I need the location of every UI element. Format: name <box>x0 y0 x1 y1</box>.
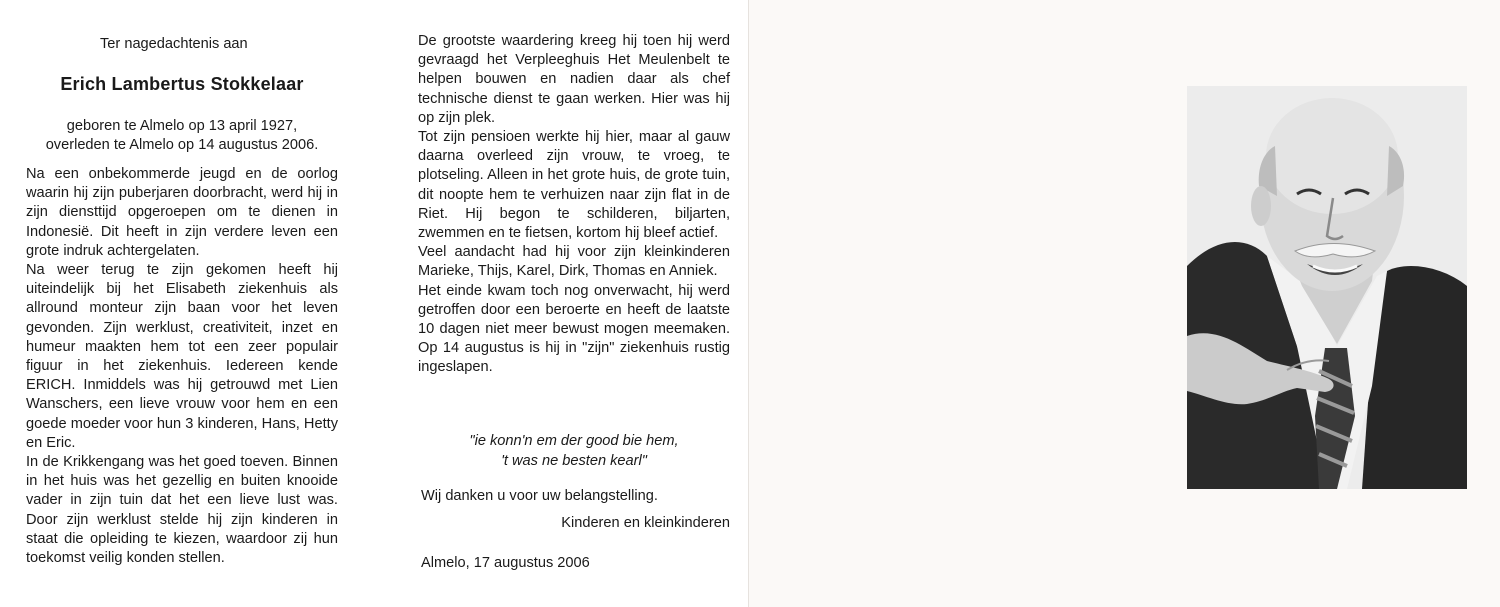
paragraph: Na een onbekommerde jeugd en de oorlog waarin hij zijn puberjaren doorbracht, werd hij in zijn diensttijd opgeroepen om te dienen in Indonesië. Dit heeft in zijn verdere leven een grote indruk achtergelaten. <box>26 166 338 259</box>
paragraph: Het einde kwam toch nog onverwacht, hij werd getroffen door een beroerte en heeft de laatste 10 dagen niet meer bewust mogen meemaken. Op 14 augustus is hij in "zijn" ziekenhuis rustig ingeslapen. <box>418 282 730 376</box>
dialect-quote <box>418 431 730 471</box>
place-date: Almelo, 17 augustus 2006 <box>421 555 590 571</box>
portrait-photo <box>1187 86 1467 489</box>
paragraph: De grootste waardering kreeg hij toen hij werd gevraagd het Verpleeghuis Het Meulenbelt te helpen bouwen en nadien daar als chef technische dienst te gaan werken. Hier was hij op zijn plek. <box>418 33 730 126</box>
thanks-text: Wij danken u voor uw belangstelling. <box>421 488 658 504</box>
quote-line: 't was ne besten kearl" <box>501 453 647 469</box>
paragraph: In de Krikkengang was het goed toeven. Binnen in het huis was het gezellig en buiten knooide vader in zijn tuin dat het een lieve lust was. Door zijn werklust stelde hij zijn kinderen in staat die opleiding te kiezen, waardoor zij hun toekomst veilig konden stellen. <box>26 454 338 567</box>
card-inside-page <box>0 0 748 607</box>
intro-text: Ter nagedachtenis aan <box>100 36 248 52</box>
biography-left-column <box>26 165 338 568</box>
death-line: overleden te Almelo op 14 augustus 2006. <box>45 137 319 153</box>
paragraph: Na weer terug te zijn gekomen heeft hij uiteindelijk bij het Elisabeth ziekenhuis als allround monteur zijn baan voor het leven gevonden. Zijn werklust, creativiteit, inzet en humeur maakten hem tot een zeer populair figuur in het ziekenhuis. Iedereen kende ERICH. Inmiddels was hij getrouwd met Lien Wanschers, een lieve vrouw voor hem en een goede moeder voor hun 3 kinderen, Hans, Hetty en Eric. <box>26 262 338 451</box>
paragraph: Veel aandacht had hij voor zijn kleinkinderen Marieke, Thijs, Karel, Dirk, Thomas en Anniek. <box>418 244 730 280</box>
birth-line: geboren te Almelo op 13 april 1927, <box>66 118 298 134</box>
signature-line: Kinderen en kleinkinderen <box>561 515 730 531</box>
biography-right-column <box>418 32 730 378</box>
quote-line: "ie konn'n em der good bie hem, <box>469 433 679 449</box>
paragraph: Tot zijn pensioen werkte hij hier, maar al gauw daarna overleed zijn vrouw, te vroeg, te plotseling. Alleen in het grote huis, de grote tuin, dit noopte hem te verhuizen naar zijn flat in de Riet. Hij begon te schilderen, biljarten, zwemmen en te fietsen, kortom hij bleef actief. <box>418 129 730 242</box>
deceased-name: Erich Lambertus Stokkelaar <box>60 74 304 94</box>
life-dates <box>26 117 338 155</box>
